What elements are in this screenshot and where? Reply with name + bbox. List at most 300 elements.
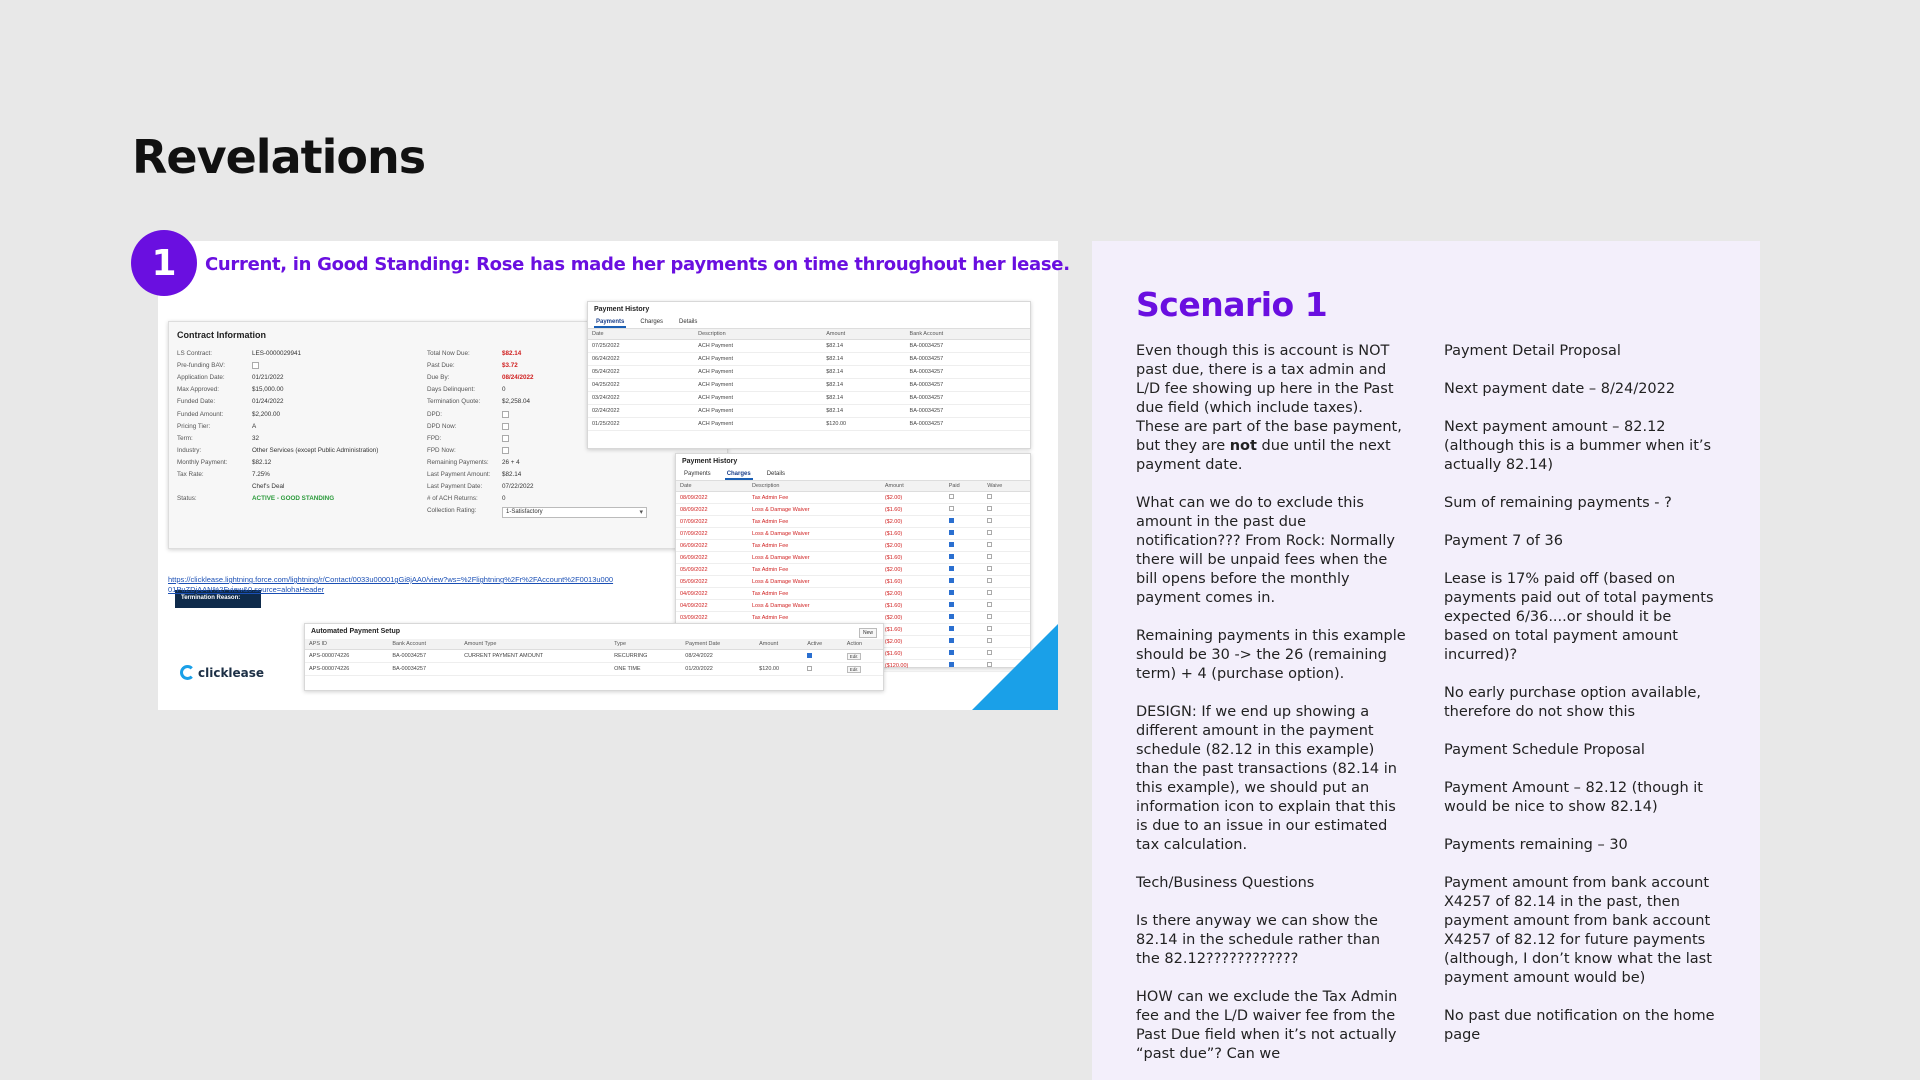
charges-history-title: Payment History <box>682 458 738 465</box>
tab-charges[interactable]: Charges <box>640 319 664 325</box>
note-paragraph: Payment Schedule Proposal <box>1444 742 1645 758</box>
table-row <box>676 504 1030 516</box>
charges-history-tabs <box>676 469 1030 481</box>
automated-payment-setup-panel <box>304 623 884 691</box>
table-row <box>676 600 1030 612</box>
paid-cell <box>945 492 984 504</box>
table-cell: $82.14 <box>822 379 905 392</box>
table-cell: BA-00034257 <box>906 379 1030 392</box>
field-value: $2,200.00 <box>252 410 281 418</box>
table-cell: 01/20/2022 <box>681 663 755 676</box>
table-header-row <box>676 481 1030 492</box>
field-value: 26 + 4 <box>502 458 520 466</box>
note-paragraph: No early purchase option available, therefore do not show this <box>1444 685 1701 720</box>
field-value: $2,258.04 <box>502 398 531 406</box>
field-value <box>502 447 509 454</box>
contract-field <box>427 495 506 502</box>
table-row <box>676 564 1030 576</box>
notes-right-column <box>1444 342 1716 1064</box>
field-label: Pre-funding BAV: <box>177 362 225 370</box>
waive-cell <box>983 504 1030 516</box>
paid-cell <box>945 504 984 516</box>
contract-field <box>177 350 301 357</box>
edit-button[interactable]: Edit <box>847 653 861 660</box>
waive-cell <box>983 612 1030 624</box>
aps-new-button[interactable]: New <box>859 628 877 638</box>
table-row <box>588 418 1030 431</box>
table-cell: $82.14 <box>822 392 905 405</box>
checkbox[interactable] <box>502 435 509 442</box>
note-paragraph: Payment 7 of 36 <box>1444 533 1563 549</box>
table-cell: $82.14 <box>822 366 905 379</box>
table-cell: ($2.00) <box>881 492 945 504</box>
paid-checkbox[interactable] <box>949 530 954 535</box>
brand-name: clicklease <box>198 665 265 680</box>
table-cell: ($2.00) <box>881 612 945 624</box>
tab-payments[interactable]: Payments <box>684 471 711 477</box>
active-cell <box>803 650 843 663</box>
table-cell: $82.14 <box>822 405 905 418</box>
waive-checkbox[interactable] <box>987 566 992 571</box>
paid-cell <box>945 588 984 600</box>
clicklease-logo <box>180 665 264 680</box>
note-paragraph: What can we do to exclude this amount in the past due notification??? From Rock: Normally there will be unpaid fees when the bill opens before the monthly payment comes in. <box>1136 495 1396 606</box>
table-cell: Tax Admin Fee <box>748 492 881 504</box>
contract-header: Contract Information <box>177 330 266 340</box>
contract-field <box>427 398 530 405</box>
contract-field <box>427 471 521 478</box>
note-paragraph: Is there anyway we can show the 82.14 in the schedule rather than the 82.12???????????? <box>1136 913 1381 967</box>
table-cell: ($1.60) <box>881 648 945 660</box>
table-cell: ($1.60) <box>881 600 945 612</box>
paid-checkbox[interactable] <box>949 638 954 643</box>
field-value: Chef's Deal <box>252 483 285 491</box>
clicklease-logo-icon <box>180 665 195 680</box>
note-paragraph: Payments remaining – 30 <box>1444 837 1628 853</box>
field-value: ACTIVE - GOOD STANDING <box>252 495 335 503</box>
table-cell: 05/24/2022 <box>588 366 694 379</box>
field-label: LS Contract: <box>177 350 212 357</box>
paid-cell <box>945 516 984 528</box>
table-cell: ACH Payment <box>694 405 822 418</box>
payments-table <box>588 329 1030 431</box>
waive-cell <box>983 600 1030 612</box>
paid-checkbox[interactable] <box>949 662 954 667</box>
payment-history-tabs <box>588 317 1030 329</box>
table-row <box>676 516 1030 528</box>
payment-history-title: Payment History <box>594 306 650 313</box>
field-value: LES-0000029941 <box>252 350 302 357</box>
notes-left-column <box>1136 342 1408 1080</box>
waive-cell <box>983 552 1030 564</box>
corner-accent <box>972 624 1058 710</box>
salesforce-screenshot <box>158 241 1058 710</box>
checkbox[interactable] <box>502 411 509 418</box>
scenario-title: Scenario 1 <box>1136 285 1328 324</box>
column-header: Payment Date <box>681 639 755 650</box>
column-header: Date <box>676 481 748 492</box>
field-value: Other Services (except Public Administration) <box>252 446 379 454</box>
table-cell: 03/09/2022 <box>676 612 748 624</box>
table-cell: APS-000074226 <box>305 663 388 676</box>
tab-payments[interactable]: Payments <box>594 317 626 328</box>
waive-checkbox[interactable] <box>987 614 992 619</box>
field-label: Last Payment Date: <box>427 483 483 491</box>
column-header: Type <box>610 639 681 650</box>
field-value: 0 <box>502 495 506 503</box>
field-label: Funded Amount: <box>177 410 224 418</box>
table-cell: Loss & Damage Waiver <box>748 504 881 516</box>
table-row <box>676 576 1030 588</box>
table-row <box>676 612 1030 624</box>
column-header: Description <box>694 329 822 340</box>
note-paragraph: Sum of remaining payments - ? <box>1444 495 1672 511</box>
table-cell: 03/24/2022 <box>588 392 694 405</box>
table-cell: ($1.60) <box>881 552 945 564</box>
paid-cell <box>945 564 984 576</box>
waive-cell <box>983 540 1030 552</box>
field-value <box>252 362 259 369</box>
field-value: A <box>252 422 257 430</box>
contract-field <box>177 398 284 405</box>
table-cell: Loss & Damage Waiver <box>748 600 881 612</box>
table-row <box>676 528 1030 540</box>
table-cell: ($120.00) <box>881 660 945 672</box>
checkbox[interactable] <box>252 362 259 369</box>
field-label: Status: <box>177 495 197 503</box>
field-value: 7.25% <box>252 471 270 478</box>
note-paragraph: No past due notification on the home page <box>1444 1008 1715 1043</box>
field-label: Monthly Payment: <box>177 458 228 466</box>
waive-checkbox[interactable] <box>987 590 992 595</box>
waive-checkbox[interactable] <box>987 542 992 547</box>
paid-cell <box>945 528 984 540</box>
table-cell: $82.14 <box>822 353 905 366</box>
paid-checkbox[interactable] <box>949 602 954 607</box>
table-cell: ($1.60) <box>881 504 945 516</box>
table-row <box>588 340 1030 353</box>
waive-cell <box>983 588 1030 600</box>
note-paragraph: DESIGN: If we end up showing a different amount in the payment schedule (82.12 in this example) than the past transactions (82.14 in this example), we should put an information icon to explain that this is due to an issue in our estimated tax calculation. <box>1136 704 1397 853</box>
table-row <box>676 492 1030 504</box>
field-label: Past Due: <box>427 362 455 370</box>
waive-checkbox[interactable] <box>987 554 992 559</box>
field-label: Remaining Payments: <box>427 458 489 466</box>
field-value: $15,000.00 <box>252 386 284 394</box>
field-value: $82.12 <box>252 458 272 466</box>
contract-field <box>427 386 506 393</box>
field-label: Termination Quote: <box>427 398 481 406</box>
field-value: 01/24/2022 <box>252 398 284 406</box>
contract-field <box>427 362 518 369</box>
table-cell: ($2.00) <box>881 564 945 576</box>
checkbox[interactable] <box>502 423 509 430</box>
table-cell: 06/09/2022 <box>676 540 748 552</box>
note-paragraph: HOW can we exclude the Tax Admin fee and the L/D waiver fee from the Past Due field when it’s not actually “past due”? Can we <box>1136 989 1398 1062</box>
table-cell: 07/09/2022 <box>676 516 748 528</box>
termination-reason-tooltip: Termination Reason: <box>175 590 261 608</box>
table-cell: 08/09/2022 <box>676 492 748 504</box>
contract-field <box>427 483 534 490</box>
tab-charges[interactable]: Charges <box>725 469 753 480</box>
active-checkbox[interactable] <box>807 653 812 658</box>
field-value: $3.72 <box>502 362 518 370</box>
field-label: DPD: <box>427 410 443 418</box>
step-caption: Current, in Good Standing: Rose has made her payments on time throughout her lease. <box>205 254 1070 275</box>
contract-field <box>427 374 534 381</box>
contract-field <box>177 447 378 454</box>
table-cell: Tax Admin Fee <box>748 540 881 552</box>
field-label: Max Approved: <box>177 386 220 394</box>
column-header: Amount <box>881 481 945 492</box>
field-label: Industry: <box>177 446 202 454</box>
column-header: Amount Type <box>460 639 610 650</box>
paid-checkbox[interactable] <box>949 518 954 523</box>
table-cell: 05/09/2022 <box>676 576 748 588</box>
slide-title: Revelations <box>132 130 426 184</box>
contract-field <box>177 483 284 490</box>
column-header: APS ID <box>305 639 388 650</box>
active-checkbox[interactable] <box>807 666 812 671</box>
field-label <box>177 483 252 490</box>
field-value: $82.14 <box>502 350 522 357</box>
contract-field <box>427 423 509 430</box>
column-header: Action <box>843 639 883 650</box>
paid-checkbox[interactable] <box>949 650 954 655</box>
field-label: FPD Now: <box>427 446 456 454</box>
column-header: Paid <box>945 481 984 492</box>
note-paragraph: Next payment amount – 82.12 (although this is a bummer when it’s actually 82.14) <box>1444 419 1712 473</box>
table-cell: BA-00034257 <box>906 366 1030 379</box>
field-label: # of ACH Returns: <box>427 495 478 503</box>
table-cell: BA-00034257 <box>906 353 1030 366</box>
table-cell: 08/09/2022 <box>676 504 748 516</box>
paid-checkbox[interactable] <box>949 554 954 559</box>
field-value <box>502 435 509 442</box>
table-cell: ($1.60) <box>881 624 945 636</box>
field-label: Tax Rate: <box>177 471 204 478</box>
scenario-notes-panel <box>1092 241 1760 1080</box>
contract-field <box>177 411 280 418</box>
paid-cell <box>945 552 984 564</box>
field-label: Funded Date: <box>177 398 216 406</box>
table-cell: 04/25/2022 <box>588 379 694 392</box>
table-cell: BA-00034257 <box>906 418 1030 431</box>
note-paragraph: Remaining payments in this example should be 30 -> the 26 (remaining term) + 4 (purchase option). <box>1136 628 1406 682</box>
waive-checkbox[interactable] <box>987 518 992 523</box>
table-cell: Tax Admin Fee <box>748 612 881 624</box>
table-cell: ACH Payment <box>694 353 822 366</box>
table-cell: ACH Payment <box>694 418 822 431</box>
field-value <box>502 411 509 418</box>
table-cell: ONE TIME <box>610 663 681 676</box>
waive-cell <box>983 576 1030 588</box>
table-cell: ($2.00) <box>881 516 945 528</box>
column-header: Bank Account <box>388 639 460 650</box>
tab-details[interactable]: Details <box>679 319 698 325</box>
note-paragraph: Payment amount from bank account X4257 of 82.14 in the past, then payment amount from bank account X4257 of 82.12 for future payments (although, I don’t know what the last payment amount would be) <box>1444 875 1712 986</box>
field-label: Total Now Due: <box>427 350 470 357</box>
field-label: Application Date: <box>177 374 225 382</box>
table-row <box>305 663 883 676</box>
note-paragraph: Lease is 17% paid off (based on payments paid out of total payments expected 6/36....or should it be based on total payment amount incurred)? <box>1444 571 1714 663</box>
contract-field <box>177 471 270 478</box>
table-cell: BA-00034257 <box>388 663 460 676</box>
table-row <box>676 588 1030 600</box>
aps-title: Automated Payment Setup <box>311 628 401 635</box>
collection-rating-select[interactable]: 1-Satisfactory ▾ <box>502 507 647 518</box>
paid-checkbox[interactable] <box>949 578 954 583</box>
field-value <box>502 423 509 430</box>
paid-cell <box>945 612 984 624</box>
contract-field <box>177 495 334 502</box>
field-label: FPD: <box>427 434 442 442</box>
field-value: 08/24/2022 <box>502 374 534 382</box>
field-label: Days Delinquent: <box>427 386 475 394</box>
table-row <box>588 392 1030 405</box>
table-header-row <box>588 329 1030 340</box>
field-value: 32 <box>252 434 260 442</box>
table-cell: BA-00034257 <box>388 650 460 663</box>
table-row <box>305 650 883 663</box>
table-cell: 05/09/2022 <box>676 564 748 576</box>
contract-field <box>177 362 259 369</box>
paid-checkbox[interactable] <box>949 614 954 619</box>
waive-cell <box>983 516 1030 528</box>
note-paragraph: Next payment date – 8/24/2022 <box>1444 381 1676 397</box>
paid-checkbox[interactable] <box>949 590 954 595</box>
contract-field <box>427 435 509 442</box>
table-cell: Loss & Damage Waiver <box>748 552 881 564</box>
contract-field <box>427 507 647 518</box>
checkbox[interactable] <box>502 447 509 454</box>
field-label: Pricing Tier: <box>177 422 211 430</box>
field-label: Collection Rating: <box>427 507 477 515</box>
table-cell: ACH Payment <box>694 366 822 379</box>
table-cell: 06/24/2022 <box>588 353 694 366</box>
table-cell: 07/25/2022 <box>588 340 694 353</box>
waive-checkbox[interactable] <box>987 506 992 511</box>
table-cell: 08/24/2022 <box>681 650 755 663</box>
waive-checkbox[interactable] <box>987 494 992 499</box>
table-cell: ($1.60) <box>881 576 945 588</box>
waive-checkbox[interactable] <box>987 602 992 607</box>
table-cell: ($2.00) <box>881 636 945 648</box>
table-row <box>676 552 1030 564</box>
table-row <box>588 405 1030 418</box>
contract-field <box>177 374 284 381</box>
table-row <box>676 540 1030 552</box>
table-cell: ACH Payment <box>694 392 822 405</box>
column-header: Date <box>588 329 694 340</box>
tab-details[interactable]: Details <box>766 471 786 477</box>
aps-table <box>305 639 883 676</box>
table-cell: ($2.00) <box>881 588 945 600</box>
contract-field <box>427 411 509 418</box>
column-header: Amount <box>822 329 905 340</box>
table-cell: BA-00034257 <box>906 392 1030 405</box>
paid-checkbox[interactable] <box>949 494 954 499</box>
table-cell: $120.00 <box>822 418 905 431</box>
action-cell <box>843 650 883 663</box>
waive-checkbox[interactable] <box>987 530 992 535</box>
column-header: Waive <box>983 481 1030 492</box>
table-cell: ACH Payment <box>694 340 822 353</box>
waive-cell <box>983 564 1030 576</box>
table-cell <box>755 650 803 663</box>
contract-field <box>427 350 521 357</box>
paid-checkbox[interactable] <box>949 506 954 511</box>
table-cell: APS-000074226 <box>305 650 388 663</box>
column-header: Bank Account <box>906 329 1030 340</box>
action-cell <box>843 663 883 676</box>
paid-cell <box>945 576 984 588</box>
field-label: Last Payment Amount: <box>427 471 491 478</box>
field-label: Due By: <box>427 374 450 382</box>
field-label: DPD Now: <box>427 422 457 430</box>
table-cell: 04/09/2022 <box>676 588 748 600</box>
table-cell: CURRENT PAYMENT AMOUNT <box>460 650 610 663</box>
table-cell: BA-00034257 <box>906 405 1030 418</box>
table-cell: Tax Admin Fee <box>748 588 881 600</box>
edit-button[interactable]: Edit <box>847 666 861 673</box>
contact-link[interactable]: https://clicklease.lightning.force.com/lightning/r/Contact/0033u00001gGi8jAA0/view?ws=%2Flightning%2Fr%2FAccount%2F0013u000 01PuZDjAAN%2Fview&0.source=alohaHeader <box>168 575 614 594</box>
table-cell: 06/09/2022 <box>676 552 748 564</box>
table-row <box>588 366 1030 379</box>
contract-field <box>177 459 271 466</box>
note-paragraph: Even though this is account is NOT past due, there is a tax admin and L/D fee showing up here in the Past due field (which include taxes). These are part of the base payment, but they are not due until the next payment date. <box>1136 343 1402 473</box>
contract-field <box>177 435 259 442</box>
table-cell <box>460 663 610 676</box>
paid-checkbox[interactable] <box>949 626 954 631</box>
table-cell: ($2.00) <box>881 540 945 552</box>
waive-cell <box>983 528 1030 540</box>
field-value: 0 <box>502 386 506 394</box>
waive-checkbox[interactable] <box>987 578 992 583</box>
column-header: Description <box>748 481 881 492</box>
paid-checkbox[interactable] <box>949 566 954 571</box>
table-cell: 07/09/2022 <box>676 528 748 540</box>
field-value: $82.14 <box>502 471 522 478</box>
field-value: 01/21/2022 <box>252 374 284 382</box>
table-row <box>588 379 1030 392</box>
table-cell: ACH Payment <box>694 379 822 392</box>
note-paragraph: Tech/Business Questions <box>1136 875 1315 891</box>
table-cell: $120.00 <box>755 663 803 676</box>
note-paragraph: Payment Amount – 82.12 (though it would be nice to show 82.14) <box>1444 780 1703 815</box>
contract-field <box>427 447 509 454</box>
table-cell: Loss & Damage Waiver <box>748 576 881 588</box>
waive-cell <box>983 492 1030 504</box>
field-value <box>502 507 647 518</box>
step-number-badge: 1 <box>131 230 197 296</box>
field-label: Term: <box>177 434 193 442</box>
paid-cell <box>945 540 984 552</box>
active-cell <box>803 663 843 676</box>
paid-checkbox[interactable] <box>949 542 954 547</box>
table-header-row <box>305 639 883 650</box>
table-cell: 02/24/2022 <box>588 405 694 418</box>
table-cell: Tax Admin Fee <box>748 516 881 528</box>
table-cell: 04/09/2022 <box>676 600 748 612</box>
field-value: 07/22/2022 <box>502 483 534 491</box>
table-cell: $82.14 <box>822 340 905 353</box>
note-paragraph: Payment Detail Proposal <box>1444 343 1621 359</box>
paid-cell <box>945 600 984 612</box>
contract-field <box>177 423 256 430</box>
table-cell: Tax Admin Fee <box>748 564 881 576</box>
contract-field <box>177 386 284 393</box>
